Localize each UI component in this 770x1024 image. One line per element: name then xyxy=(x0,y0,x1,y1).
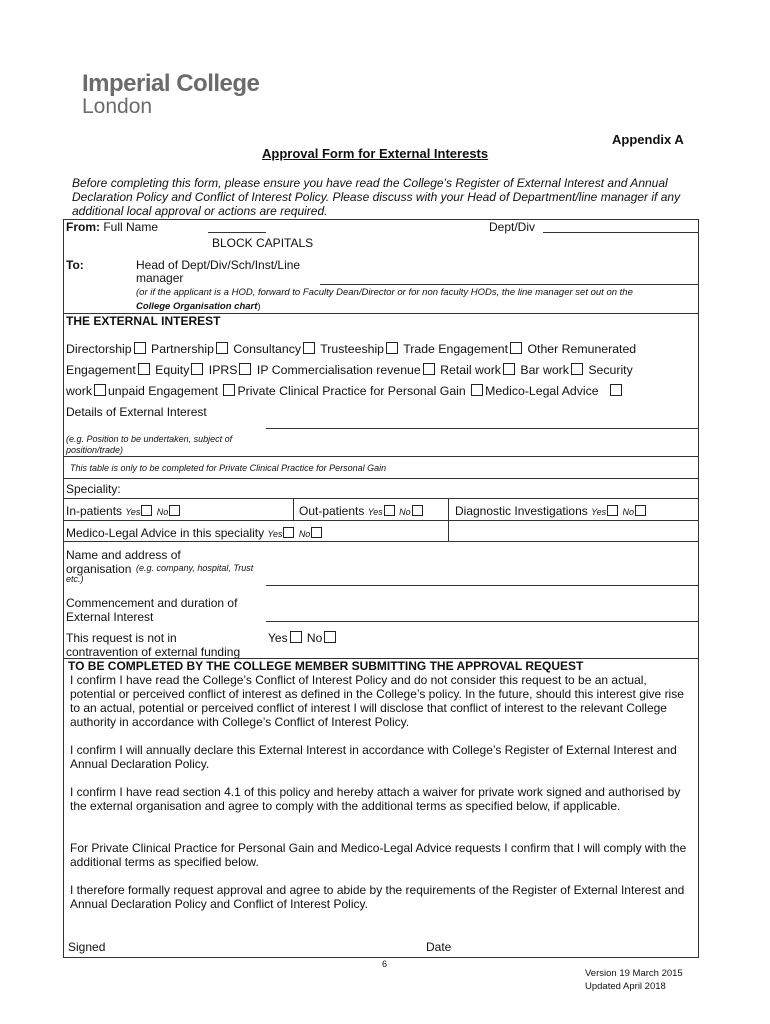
directorship-label: Directorship xyxy=(66,342,132,356)
confirm-paragraph-5: I therefore formally request approval and agree to abide by the requirements of the Register of External Interest and Annual Declaration Policy and Conflict of Interest Policy. xyxy=(70,883,685,911)
organisation-input[interactable] xyxy=(266,585,699,586)
interest-row-3 xyxy=(66,384,624,398)
commencement-label-1: Commencement and duration of xyxy=(66,596,238,610)
retail-work-checkbox[interactable] xyxy=(503,363,515,375)
updated-label: Updated April 2018 xyxy=(585,981,666,992)
full-name-label: Full Name xyxy=(103,220,159,234)
org-chart-note: College Organisation chart) xyxy=(136,301,261,312)
inpatients-row xyxy=(66,504,181,518)
diagnostic-yes-checkbox[interactable] xyxy=(607,505,618,516)
unpaid-engagement-label: unpaid Engagement xyxy=(107,384,219,398)
confirm-paragraph-4: For Private Clinical Practice for Personal Gain and Medico-Legal Advice requests I confirm that I will comply with the additional terms as specified below. xyxy=(70,841,687,869)
security-label: Security xyxy=(588,363,633,377)
partnership-checkbox[interactable] xyxy=(216,342,228,354)
to-head-label: Head of Dept/Div/Sch/Inst/Line xyxy=(136,258,301,272)
medico-no-checkbox[interactable] xyxy=(311,527,322,538)
inpatients-yes-label: Yes xyxy=(125,507,141,517)
iprs-label: IPRS xyxy=(208,363,238,377)
interest-row-2 xyxy=(66,363,633,377)
form-title: Approval Form for External Interests xyxy=(262,146,489,161)
details-note: (e.g. Position to be undertaken, subject of position/trade) xyxy=(66,434,233,455)
funding-options xyxy=(268,631,338,645)
org-chart-link[interactable]: College Organisation chart xyxy=(136,301,258,312)
outpatients-label: Out-patients xyxy=(299,504,365,518)
outpatients-no-checkbox[interactable] xyxy=(412,505,423,516)
details-label: Details of External Interest xyxy=(66,405,207,419)
to-label: To: xyxy=(66,258,84,272)
inpatients-no-label: No xyxy=(156,507,169,517)
diagnostic-row xyxy=(455,504,647,518)
medico-legal-checkbox[interactable] xyxy=(610,384,622,396)
iprs-checkbox[interactable] xyxy=(239,363,251,375)
details-input[interactable] xyxy=(266,428,699,429)
to-manager-label: manager xyxy=(136,271,184,285)
private-clinical-checkbox[interactable] xyxy=(471,384,483,396)
version-label: Version 19 March 2015 xyxy=(585,968,683,979)
interest-row-1 xyxy=(66,342,636,356)
unpaid-engagement-checkbox[interactable] xyxy=(223,384,235,396)
dept-label: Dept/Div xyxy=(489,220,536,234)
trusteeship-checkbox[interactable] xyxy=(386,342,398,354)
confirm-paragraph-3: I confirm I have read section 4.1 of this policy and hereby attach a waiver for private work signed and authorised by the external organisation and agree to comply with the additional terms as specified below, if applicable. xyxy=(70,785,681,813)
confirm-paragraph-2: I confirm I will annually declare this External Interest in accordance with College’s Register of External Interest and Annual Declaration Policy. xyxy=(70,743,677,771)
inpatients-label: In-patients xyxy=(66,504,123,518)
signed-label: Signed xyxy=(68,940,106,954)
to-input[interactable] xyxy=(320,284,698,285)
diagnostic-label: Diagnostic Investigations xyxy=(455,504,588,518)
college-logo-line2: London xyxy=(82,95,153,118)
date-label: Date xyxy=(426,940,452,954)
security-work-label: work xyxy=(66,384,92,398)
to-note-text: or if the applicant is a HOD, forward to Faculty Dean/Director or for non faculty HODs, the line manager set out on the xyxy=(139,287,633,298)
block-capitals-label: BLOCK CAPITALS xyxy=(212,236,314,250)
medico-no-label: No xyxy=(298,529,311,539)
funding-label-2: contravention of external funding xyxy=(66,645,241,659)
full-name-input[interactable] xyxy=(208,232,266,233)
ip-commercialisation-checkbox[interactable] xyxy=(423,363,435,375)
medico-yes-checkbox[interactable] xyxy=(283,527,294,538)
bar-work-label: Bar work xyxy=(520,363,569,377)
outpatients-yes-label: Yes xyxy=(367,507,383,517)
retail-work-label: Retail work xyxy=(440,363,501,377)
from-label: From: xyxy=(66,220,100,234)
other-remunerated-label: Other Remunerated xyxy=(527,342,637,356)
commencement-label-2: External Interest xyxy=(66,610,154,624)
inpatients-no-checkbox[interactable] xyxy=(169,505,180,516)
equity-label: Equity xyxy=(155,363,190,377)
external-interest-heading: THE EXTERNAL INTEREST xyxy=(66,314,221,328)
trusteeship-label: Trusteeship xyxy=(320,342,385,356)
funding-no-checkbox[interactable] xyxy=(324,631,336,643)
engagement-label: Engagement xyxy=(66,363,136,377)
private-table-note: This table is only to be completed for Private Clinical Practice for Personal Gain xyxy=(70,463,387,473)
diagnostic-no-label: No xyxy=(622,507,634,517)
private-clinical-label: Private Clinical Practice for Personal Gain xyxy=(237,384,466,398)
speciality-label: Speciality: xyxy=(66,482,121,496)
outpatients-no-label: No xyxy=(399,507,411,517)
bar-work-checkbox[interactable] xyxy=(571,363,583,375)
medico-yes-label: Yes xyxy=(267,529,283,539)
funding-yes-checkbox[interactable] xyxy=(290,631,302,643)
equity-checkbox[interactable] xyxy=(191,363,203,375)
medico-speciality-row xyxy=(66,526,323,540)
trade-engagement-checkbox[interactable] xyxy=(510,342,522,354)
to-note: (or if the applicant is a HOD, forward to Faculty Dean/Director or for non faculty HODs, the line manager set out on the xyxy=(136,287,633,298)
diagnostic-no-checkbox[interactable] xyxy=(635,505,646,516)
other-remunerated-checkbox[interactable] xyxy=(138,363,150,375)
funding-no-label: No xyxy=(306,631,323,645)
directorship-checkbox[interactable] xyxy=(134,342,146,354)
confirm-paragraph-1: I confirm I have read the College’s Conflict of Interest Policy and do not consider this request to be an actual, potential or perceived conflict of interest as defined in the College’s policy. In the future, should this interest give rise to an actual, potential or perceived conflict of interest I will disclose that conflict of interest to the relevant College authority in accordance with College’s Conflict of Interest Policy. xyxy=(70,673,684,729)
security-work-checkbox[interactable] xyxy=(94,384,106,396)
page-number: 6 xyxy=(382,959,388,969)
organisation-note: (e.g. company, hospital, Trust etc.) xyxy=(66,563,254,584)
college-logo-line1: Imperial College xyxy=(82,70,260,97)
funding-label-1: This request is not in xyxy=(66,631,177,645)
medico-legal-label: Medico-Legal Advice xyxy=(485,384,599,398)
from-row xyxy=(66,220,158,234)
organisation-label-1: Name and address of xyxy=(66,548,181,562)
diagnostic-yes-label: Yes xyxy=(591,507,607,517)
consultancy-label: Consultancy xyxy=(233,342,302,356)
partnership-label: Partnership xyxy=(151,342,214,356)
outpatients-yes-checkbox[interactable] xyxy=(384,505,395,516)
funding-yes-label: Yes xyxy=(268,631,288,645)
medico-speciality-label: Medico-Legal Advice in this speciality xyxy=(66,526,265,540)
commencement-input[interactable] xyxy=(266,621,699,622)
inpatients-yes-checkbox[interactable] xyxy=(141,505,152,516)
trade-engagement-label: Trade Engagement xyxy=(403,342,509,356)
ip-commercialisation-label: IP Commercialisation revenue xyxy=(256,363,421,377)
appendix-label: Appendix A xyxy=(612,132,684,147)
confirm-heading: TO BE COMPLETED BY THE COLLEGE MEMBER SUBMITTING THE APPROVAL REQUEST xyxy=(68,659,584,673)
consultancy-checkbox[interactable] xyxy=(303,342,315,354)
intro-text: Before completing this form, please ensure you have read the College’s Register of External Interest and Annual Declaration Policy and Conflict of Interest Policy. Please discuss with your Head of Department/line manager if any additional local approval or actions are required. xyxy=(72,176,681,218)
outpatients-row xyxy=(299,504,424,518)
dept-input[interactable] xyxy=(543,232,698,233)
organisation-label-2: organisation xyxy=(66,562,132,576)
